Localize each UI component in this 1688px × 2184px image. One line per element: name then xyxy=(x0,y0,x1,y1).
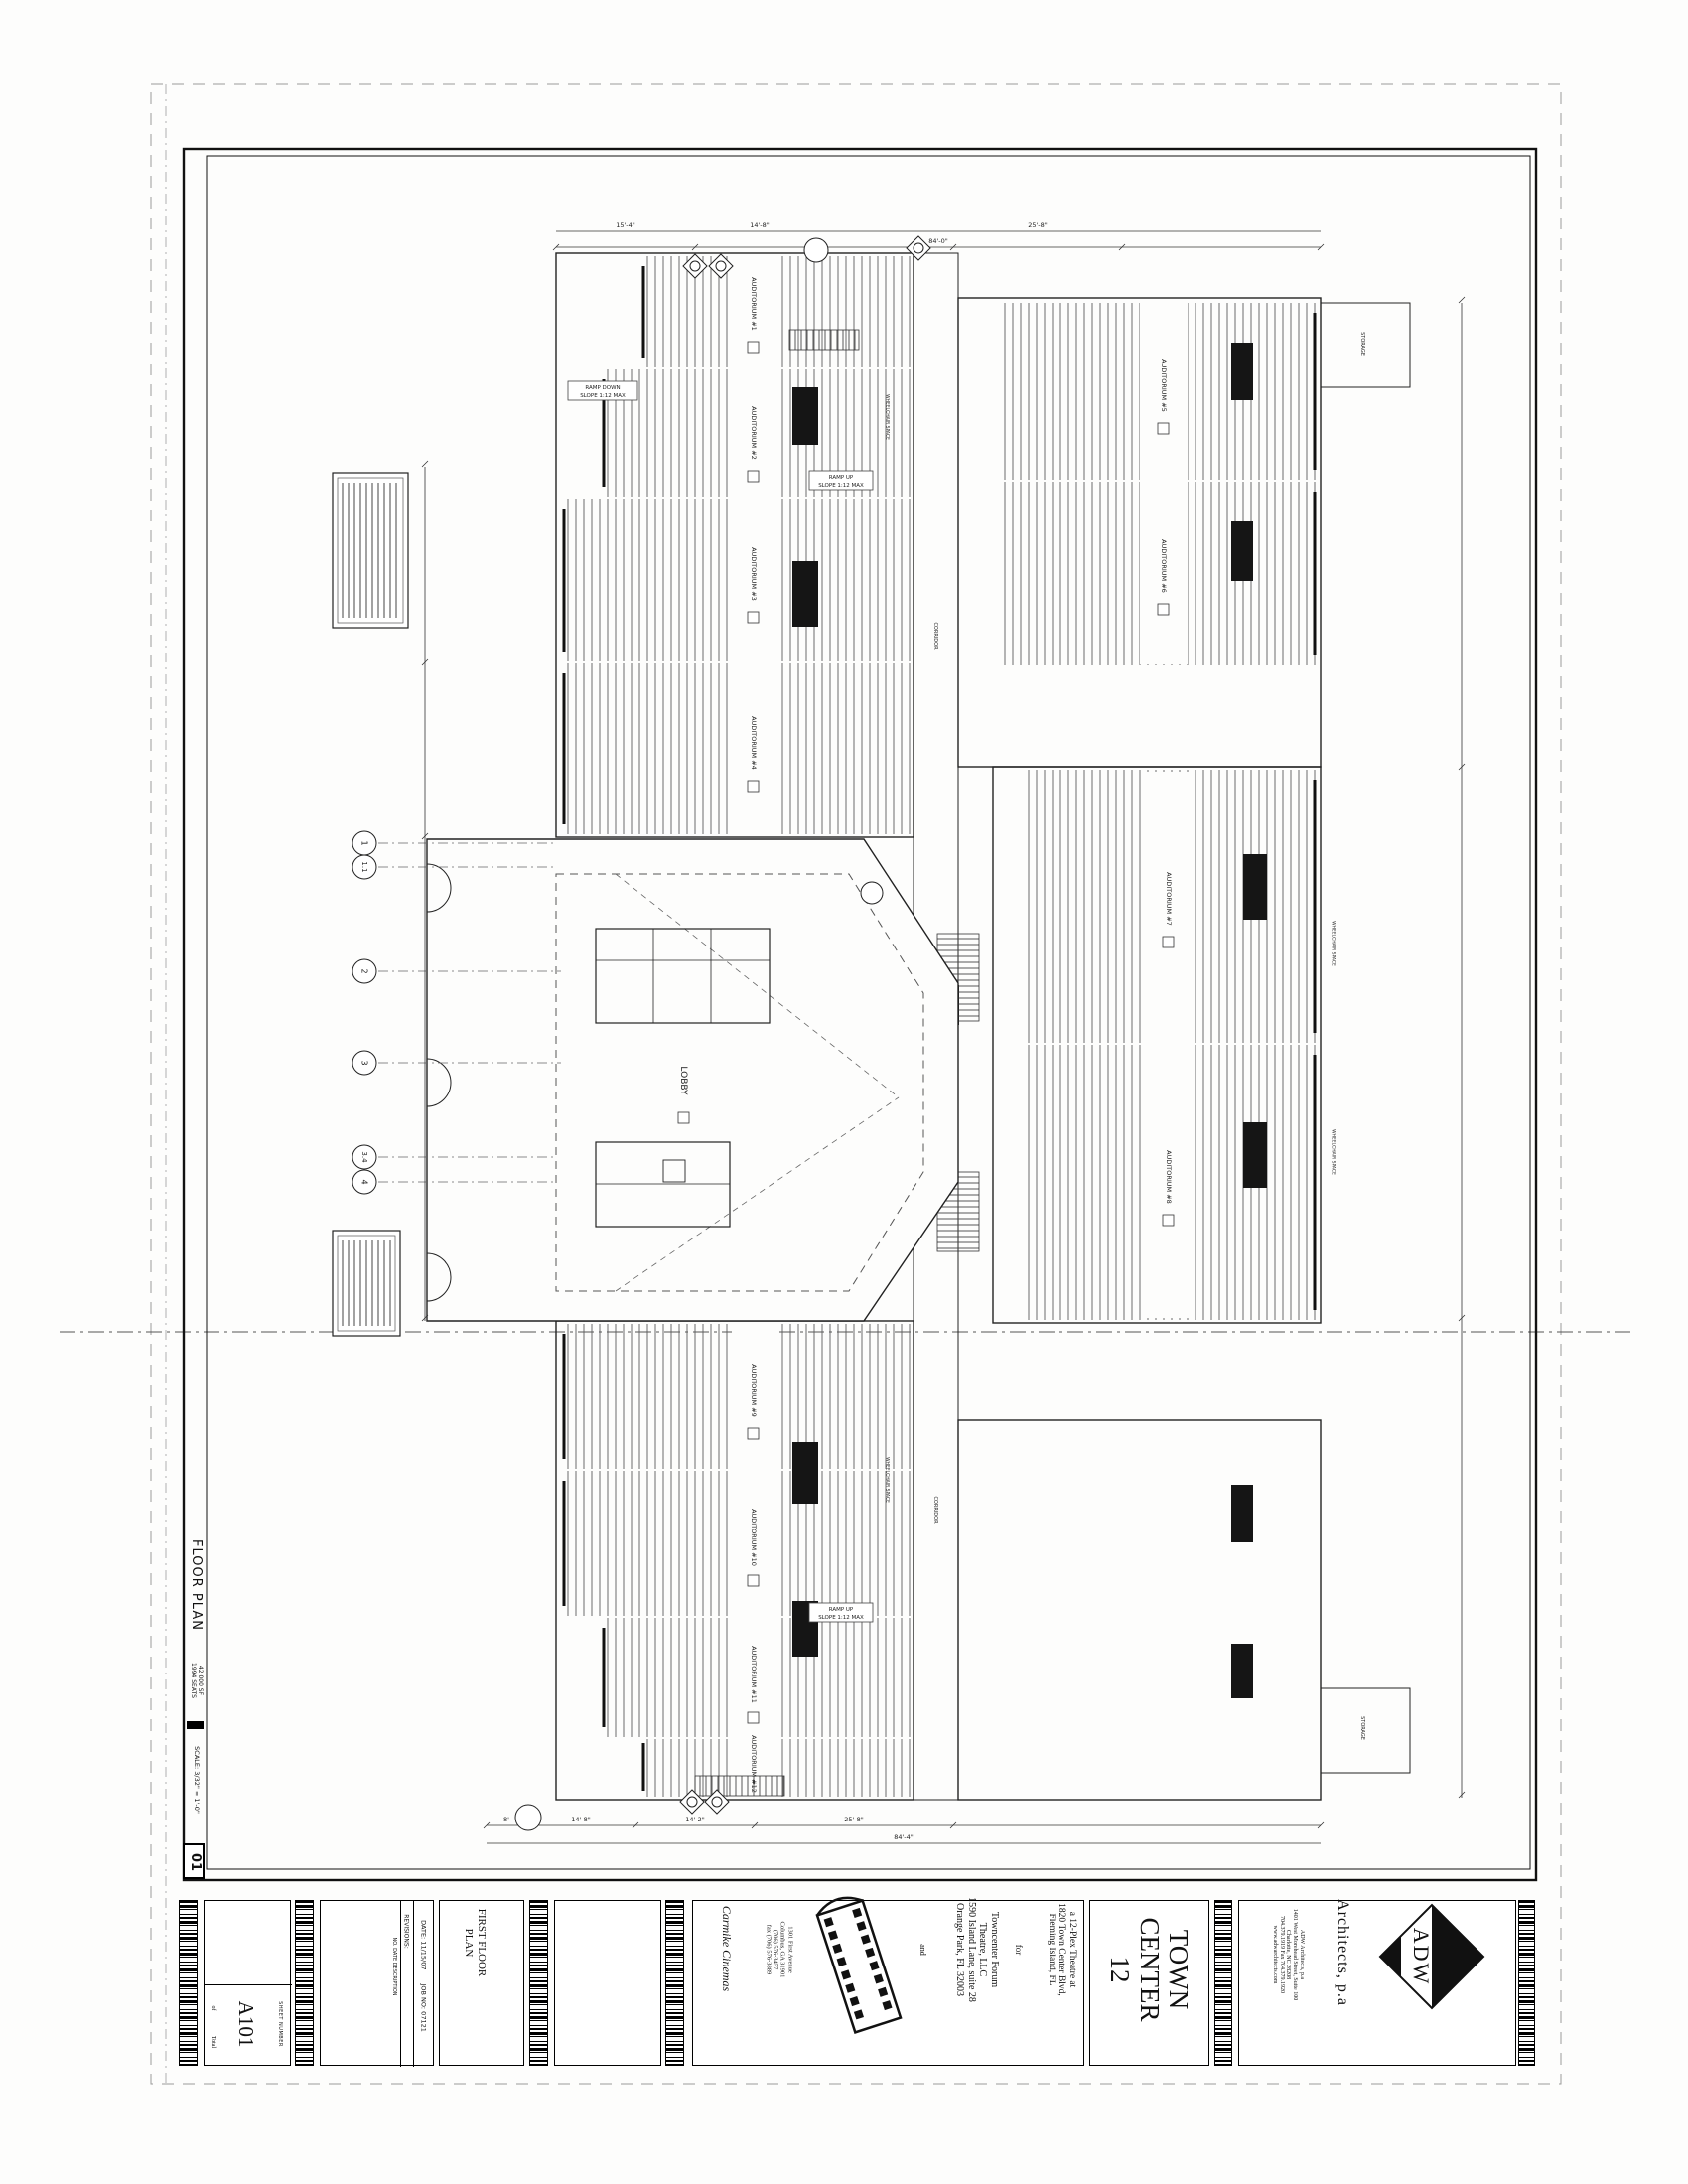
drawing-number-box xyxy=(183,1843,205,1879)
ramp-up-label: RAMP UP xyxy=(828,1607,854,1613)
revisions-box xyxy=(320,1900,434,2066)
grid-bubble-label: 3 xyxy=(359,1060,369,1066)
viewport-title: FLOOR PLAN xyxy=(189,1539,205,1631)
partner-addr-line: (706) 576-3457 xyxy=(772,1929,779,1970)
scan-barcode-strip xyxy=(1518,1900,1535,2066)
scan-barcode-strip xyxy=(295,1900,314,2066)
viewport-area: 42,000 SF xyxy=(196,1665,204,1696)
slope-label: SLOPE 1:12 MAX xyxy=(580,393,626,399)
ramp-down-label: RAMP DOWN xyxy=(585,385,621,391)
titlebar-divider xyxy=(187,1721,204,1729)
note-box-texture xyxy=(342,1240,391,1326)
auditorium-label: AUDITORIUM #7 xyxy=(1165,872,1173,926)
grid-bubble-label: 4 xyxy=(359,1179,369,1185)
wheelchair-label: WHEELCHAIR SPACE xyxy=(884,394,890,440)
sheet-title xyxy=(461,1900,489,1985)
sheet-title-line2: PLAN xyxy=(463,1928,475,1958)
corridor-label: CORRIDOR xyxy=(932,622,938,650)
subtitle-line: a 12-Plex Theatre at xyxy=(1067,1911,1078,1988)
corridor-label: CORRIDOR xyxy=(932,1496,938,1524)
grid-bubble-blank xyxy=(804,238,828,262)
subtitle-line: 1820 Town Center Blvd, xyxy=(1056,1903,1067,1996)
architect-logo xyxy=(1370,1887,1499,2026)
partner-name: Carmike Cinemas xyxy=(719,1905,734,1992)
architect-address xyxy=(1268,1896,1308,2013)
auditorium-label: AUDITORIUM #3 xyxy=(750,547,758,601)
auditorium-label: AUDITORIUM #1 xyxy=(750,277,758,331)
auditorium-label: AUDITORIUM #4 xyxy=(750,716,758,770)
auditorium-label: AUDITORIUM #10 xyxy=(750,1509,758,1566)
partner-addr-line: Columbus, GA 31901 xyxy=(778,1921,786,1978)
revisions-date: DATE: 11/15/07 xyxy=(419,1920,428,1970)
dim-text: 14'-8" xyxy=(750,221,770,229)
dim-text: 25'-8" xyxy=(1028,221,1048,229)
owner-line: Orange Park, FL 32003 xyxy=(954,1902,966,1997)
viewport-scale: SCALE: 3/32" = 1'-0" xyxy=(192,1746,201,1814)
partner-addr-line: 1301 First Avenue xyxy=(786,1926,794,1973)
for-label: for xyxy=(1014,1944,1025,1956)
auditorium-label: AUDITORIUM #9 xyxy=(750,1364,758,1417)
wheelchair-label: WHEELCHAIR SPACE xyxy=(1330,921,1336,966)
partner-addr-line: fax (706) 576-3889 xyxy=(765,1924,773,1975)
dim-text: 84'-0" xyxy=(928,237,948,245)
sheet-number-label: SHEET NUMBER xyxy=(276,2001,283,2047)
wheelchair-label: WHEELCHAIR SPACE xyxy=(884,1457,890,1503)
scan-barcode-strip xyxy=(179,1900,198,2066)
wheelchair-label: WHEELCHAIR SPACE xyxy=(1330,1129,1336,1175)
owner-block xyxy=(953,1892,1001,2007)
architect-addr-line: 1401 West Morehead Street, Suite 100 xyxy=(1292,1908,1299,2001)
stamp-box-empty xyxy=(554,1900,661,2066)
viewport-stats xyxy=(189,1653,203,1708)
project-subtitle xyxy=(1043,1891,1080,2008)
storage-label: STORAGE xyxy=(1359,332,1365,356)
auditorium-label: AUDITORIUM #12 xyxy=(750,1735,758,1793)
slope-label: SLOPE 1:12 MAX xyxy=(818,483,864,489)
architect-addr-line: 704.379.1919 Fax 704.379.1920 xyxy=(1278,1916,1285,1993)
grid-bubble-label: 2 xyxy=(359,968,369,974)
lobby-label: LOBBY xyxy=(678,1066,688,1095)
dim-text: 8' xyxy=(503,1816,509,1823)
revisions-col-line xyxy=(413,1901,414,2067)
scan-barcode-strip xyxy=(529,1900,548,2066)
owner-line: Towncenter Forum xyxy=(989,1911,1000,1988)
viewport-seats: 1994 SEATS xyxy=(190,1663,197,1698)
and-label: and xyxy=(917,1944,927,1956)
sheet-number: A101 xyxy=(234,2000,259,2048)
film-strip-logo xyxy=(804,1892,914,2041)
scan-barcode-strip xyxy=(665,1900,684,2066)
project-name-line: 12 xyxy=(1105,1956,1136,1983)
note-box-texture xyxy=(342,483,399,618)
partner-address xyxy=(765,1903,794,1997)
grid-bubble-label: 1.1 xyxy=(360,861,368,873)
grid-bubble-label: 3.4 xyxy=(360,1151,368,1163)
subtitle-line: Fleming Island, FL xyxy=(1046,1913,1056,1986)
architect-addr-line: www.adwarchitects.com xyxy=(1271,1925,1278,1984)
revisions-job: JOB NO: 07121 xyxy=(419,1983,428,2032)
architect-logo-text: ADW xyxy=(1409,1927,1434,1986)
auditorium-label: AUDITORIUM #5 xyxy=(1160,359,1168,412)
project-name-line: TOWN xyxy=(1163,1929,1194,2010)
building-plan xyxy=(378,231,1465,1843)
dim-text: 14'-2" xyxy=(685,1816,705,1823)
dim-text: 14'-8" xyxy=(571,1816,591,1823)
dim-text: 25'-8" xyxy=(844,1816,864,1823)
project-name xyxy=(1103,1895,1195,2044)
dim-text: 15'-4" xyxy=(616,221,635,229)
project-name-line: CENTER xyxy=(1134,1917,1165,2022)
grid-bubble-blank xyxy=(515,1805,541,1830)
grid-bubble-label: 1 xyxy=(359,840,369,846)
sheet-total-label: Total xyxy=(211,2035,217,2049)
architect-addr-line: ADW Architects, p.a xyxy=(1299,1929,1306,1980)
revisions-title: REVISIONS: xyxy=(402,1914,410,1949)
revisions-columns-header: NO. DATE DESCRIPTION xyxy=(390,1937,397,1996)
storage-label: STORAGE xyxy=(1359,1716,1365,1740)
revisions-date-job xyxy=(419,1898,428,2055)
lobby-outline xyxy=(427,839,958,1321)
auditorium-label: AUDITORIUM #8 xyxy=(1165,1150,1173,1204)
architect-name: Architects, p.a xyxy=(1335,1899,1352,2006)
drawing-number: 01 xyxy=(188,1852,204,1872)
ramp-up-label: RAMP UP xyxy=(828,475,854,481)
wing-bottom-right xyxy=(958,1420,1321,1800)
auditorium-label: AUDITORIUM #11 xyxy=(750,1646,758,1703)
owner-line: 1590 Island Lane, suite 28 xyxy=(966,1897,977,2002)
slope-label: SLOPE 1:12 MAX xyxy=(818,1615,864,1621)
scan-barcode-strip xyxy=(1214,1900,1232,2066)
owner-line: Theatre, LLC xyxy=(977,1922,989,1977)
sheet-of-label: of xyxy=(211,2005,217,2011)
grid-bubble-blank xyxy=(861,882,883,904)
dim-text: 84'-4" xyxy=(894,1833,914,1841)
architect-addr-line: Charlotte, NC 28208 xyxy=(1285,1929,1292,1980)
sheet-title-line1: FIRST FLOOR xyxy=(475,1908,488,1977)
auditorium-label: AUDITORIUM #2 xyxy=(750,406,758,460)
auditorium-label: AUDITORIUM #6 xyxy=(1160,539,1168,593)
